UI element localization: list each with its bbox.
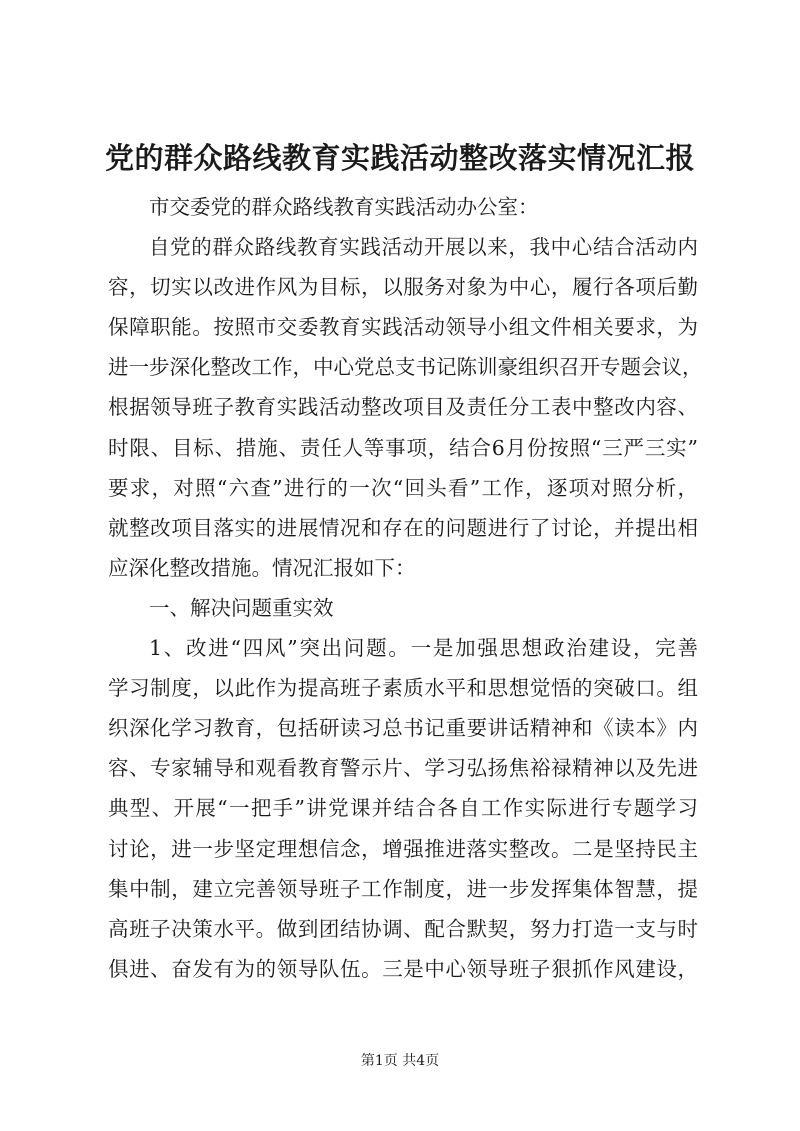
- paragraph-line: 讨论，进一步坚定理想信念，增强推进落实整改。二是坚持民主: [108, 836, 698, 861]
- paragraph-line: 集中制，建立完善领导班子工作制度，进一步发挥集体智慧，提: [108, 876, 698, 901]
- paragraph-line: 就整改项目落实的进展情况和存在的问题进行了讨论，并提出相: [108, 515, 698, 540]
- page-footer: [0, 1051, 800, 1071]
- paragraph-line: 高班子决策水平。做到团结协调、配合默契，努力打造一支与时: [108, 916, 698, 941]
- document-title: 党的群众路线教育实践活动整改落实情况汇报: [104, 141, 695, 175]
- paragraph-line: 要求，对照“六查”进行的一次“回头看”工作，逐项对照分析，: [108, 475, 698, 500]
- paragraph-line: 自党的群众路线教育实践活动开展以来，我中心结合活动内: [149, 235, 698, 260]
- section-heading: 一、解决问题重实效: [149, 595, 334, 620]
- paragraph-line: 应深化整改措施。情况汇报如下：: [108, 555, 416, 580]
- paragraph-line: 学习制度，以此作为提高班子素质水平和思想觉悟的突破口。组: [108, 676, 698, 701]
- paragraph-line: 1、改进“四风”突出问题。一是加强思想政治建设，完善: [149, 636, 698, 661]
- page-number-label: 第1页 共4页: [360, 1053, 440, 1069]
- paragraph-line: 容、专家辅导和观看教育警示片、学习弘扬焦裕禄精神以及先进: [108, 756, 698, 781]
- paragraph-line: 时限、目标、措施、责任人等事项，结合6月份按照“三严三实”: [108, 435, 698, 460]
- paragraph-line: 俱进、奋发有为的领导队伍。三是中心领导班子狠抓作风建设，: [108, 956, 698, 981]
- document-body: [108, 187, 703, 989]
- paragraph-line: 典型、开展“一把手”讲党课并结合各自工作实际进行专题学习: [108, 796, 698, 821]
- paragraph-line: 保障职能。按照市交委教育实践活动领导小组文件相关要求，为: [108, 315, 698, 340]
- paragraph-line: 织深化学习教育，包括研读习总书记重要讲话精神和《读本》内: [108, 716, 698, 741]
- paragraph-line: 容，切实以改进作风为目标，以服务对象为中心，履行各项后勤: [108, 275, 698, 300]
- paragraph-line: 根据领导班子教育实践活动整改项目及责任分工表中整改内容、: [108, 395, 698, 420]
- paragraph-line: 进一步深化整改工作，中心党总支书记陈训豪组织召开专题会议，: [108, 355, 703, 380]
- salutation-line: 市交委党的群众路线教育实践活动办公室：: [149, 195, 539, 219]
